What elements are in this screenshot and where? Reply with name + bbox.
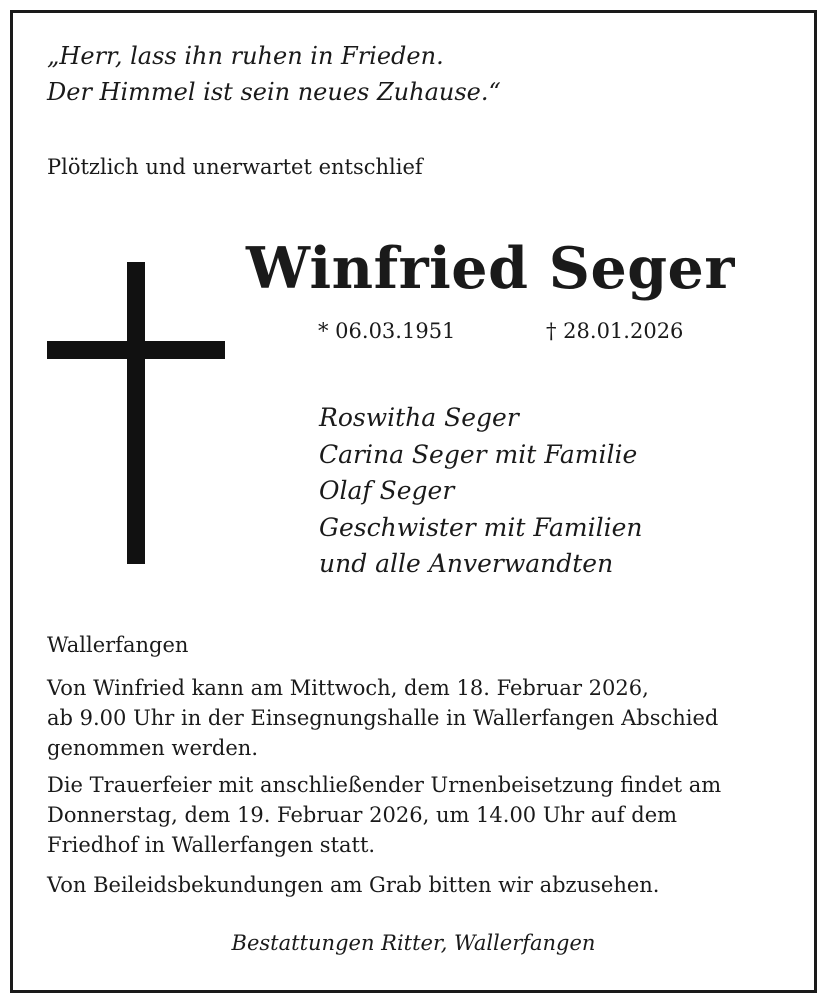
mourner-entry: Geschwister mit Familien <box>319 512 643 542</box>
cross-horizontal-bar <box>47 341 225 359</box>
farewell-paragraph <box>47 673 718 763</box>
birth-date: * 06.03.1951 <box>318 319 456 343</box>
paragraph-line: Friedhof in Wallerfangen statt. <box>47 833 376 857</box>
cross-vertical-bar <box>127 262 145 564</box>
paragraph-line: ab 9.00 Uhr in der Einsegnungshalle in Wallerfangen Abschied <box>47 706 719 730</box>
intro-text: Plötzlich und unerwartet entschlief <box>47 155 423 179</box>
deceased-name: Winfried Seger <box>246 235 735 302</box>
funeral-paragraph <box>47 770 721 860</box>
mourners-list <box>319 400 643 583</box>
condolence-note: Von Beileidsbekundungen am Grab bitten wir abzusehen. <box>47 873 660 897</box>
death-date: † 28.01.2026 <box>546 319 684 343</box>
mourner-entry: und alle Anverwandten <box>319 549 614 578</box>
quote <box>47 38 501 110</box>
place: Wallerfangen <box>47 633 189 657</box>
undertaker: Bestattungen Ritter, Wallerfangen <box>231 931 596 955</box>
mourner-entry: Roswitha Seger <box>319 403 519 432</box>
paragraph-line: Von Winfried kann am Mittwoch, dem 18. Februar 2026, <box>47 676 649 700</box>
paragraph-line: Die Trauerfeier mit anschließender Urnenbeisetzung findet am <box>47 773 722 797</box>
quote-line: „Herr, lass ihn ruhen in Frieden. <box>47 42 444 70</box>
paragraph-line: genommen werden. <box>47 736 259 760</box>
quote-line: Der Himmel ist sein neues Zuhause.“ <box>47 78 501 106</box>
mourner-entry: Carina Seger mit Familie <box>319 439 638 469</box>
mourner-entry: Olaf Seger <box>319 476 455 505</box>
paragraph-line: Donnerstag, dem 19. Februar 2026, um 14.00 Uhr auf dem <box>47 803 678 827</box>
